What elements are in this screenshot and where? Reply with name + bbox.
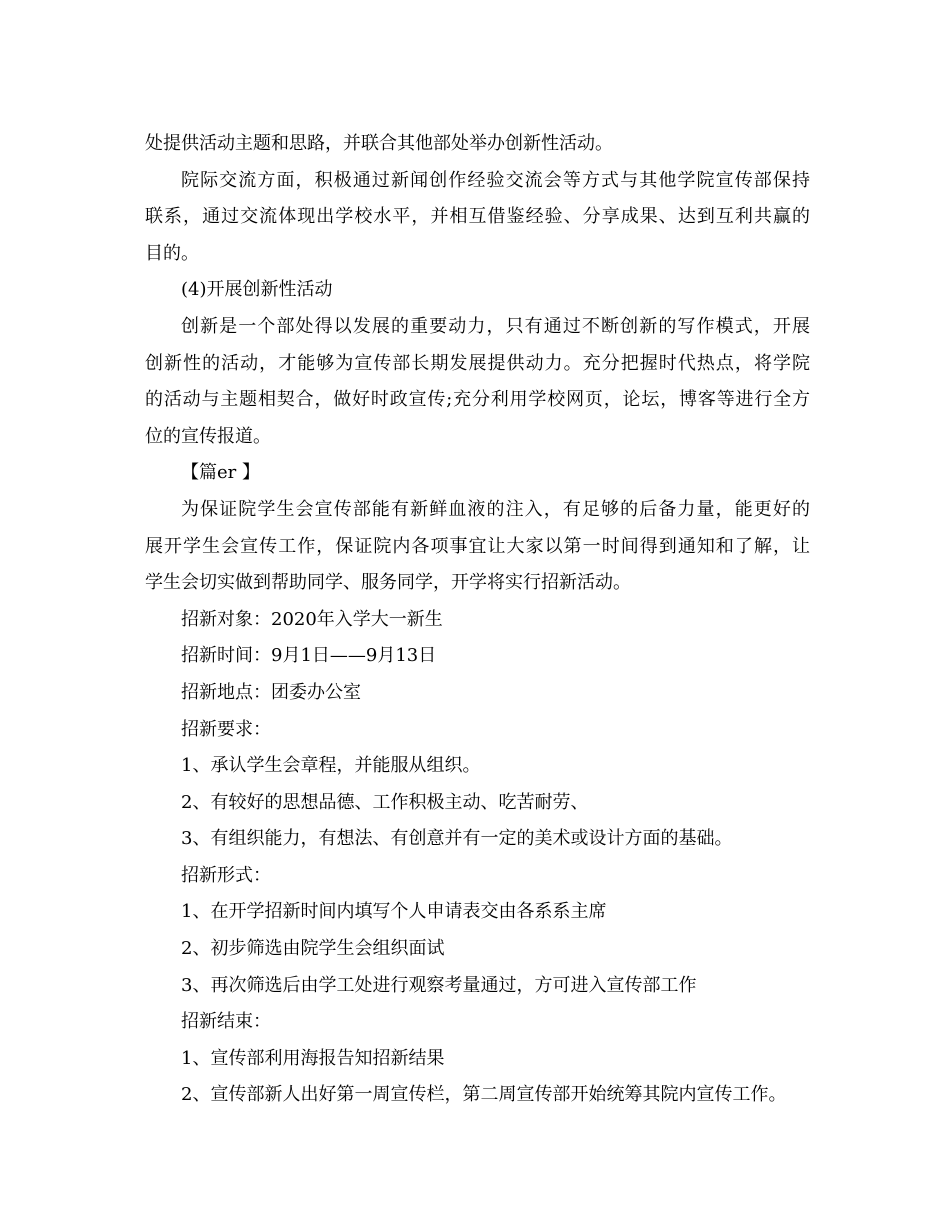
text-line: 目的。 [145,242,199,264]
text-line: 1、宣传部利用海报告知招新结果 [181,1047,445,1069]
text-line: 展开学生会宣传工作，保证院内各项事宜让大家以第一时间得到通知和了解，让 [145,535,810,557]
text-line: 院际交流方面，积极通过新闻创作经验交流会等方式与其他学院宣传部保持 [181,169,810,191]
text-line: 招新地点：团委办公室 [181,681,361,703]
text-line: 创新性的活动，才能够为宣传部长期发展提供动力。充分把握时代热点，将学院 [145,352,810,374]
text-line: 招新要求： [181,718,271,740]
text-line: (4)开展创新性活动 [181,279,333,301]
text-line: 的活动与主题相契合，做好时政宣传;充分利用学校网页，论坛，博客等进行全方 [145,389,810,411]
text-line: 学生会切实做到帮助同学、服务同学，开学将实行招新活动。 [145,572,631,594]
text-line: 2、初步筛选由院学生会组织面试 [181,938,445,960]
text-line: 处提供活动主题和思路，并联合其他部处举办创新性活动。 [145,133,613,154]
text-line: 招新结束： [181,1011,271,1033]
text-line: 招新形式： [181,864,271,886]
text-line: 1、在开学招新时间内填写个人申请表交由各系系主席 [181,901,607,923]
text-line: 联系，通过交流体现出学校水平，并相互借鉴经验、分享成果、达到互利共赢的 [145,206,810,228]
document-body [145,126,810,1114]
text-line: 创新是一个部处得以发展的重要动力，只有通过不断创新的写作模式，开展 [181,315,810,337]
text-line: 3、再次筛选后由学工处进行观察考量通过，方可进入宣传部工作 [181,974,697,996]
text-line: 招新对象：2020年入学大一新生 [181,608,443,630]
text-line: 为保证院学生会宣传部能有新鲜血液的注入，有足够的后备力量，能更好的 [181,498,810,520]
text-line: 招新时间：9月1日——9月13日 [181,645,437,667]
text-line: 2、有较好的思想品德、工作积极主动、吃苦耐劳、 [181,791,589,813]
text-line: 位的宣传报道。 [145,425,271,447]
text-line: 3、有组织能力，有想法、有创意并有一定的美术或设计方面的基础。 [181,828,733,850]
text-line: 2、宣传部新人出好第一周宣传栏，第二周宣传部开始统筹其院内宣传工作。 [181,1084,787,1106]
text-line: 1、承认学生会章程，并能服从组织。 [181,755,481,777]
text-line: 【篇er 】 [181,462,260,484]
